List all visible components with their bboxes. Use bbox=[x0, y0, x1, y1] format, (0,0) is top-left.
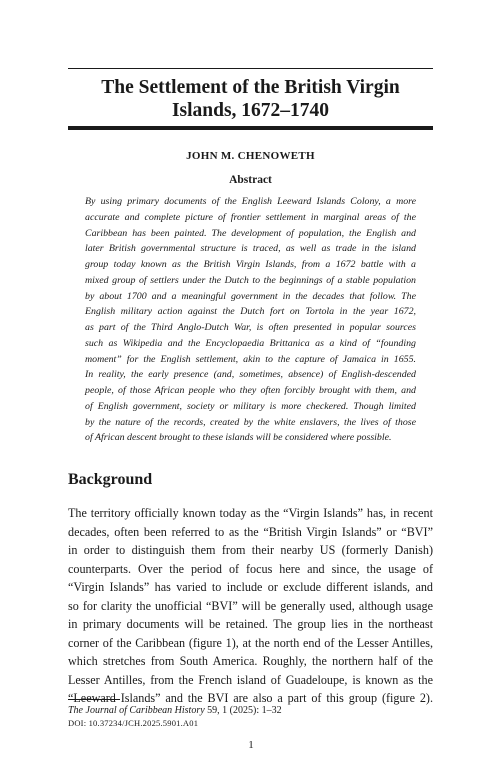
paragraph-line: The territory officially known today as the “Virgin Islands” has, in recent bbox=[68, 506, 433, 520]
paragraph-line: counterparts. Over the period of focus here and since, the usage of bbox=[68, 561, 433, 576]
abstract-heading: Abstract bbox=[229, 174, 272, 186]
abstract-line: In reality, the early presence (and, sometimes, absence) of English-descended bbox=[85, 369, 416, 381]
background-paragraph bbox=[68, 504, 433, 708]
abstract-line: mixed group of settlers under the Dutch to the beginnings of a stable population bbox=[85, 274, 416, 286]
abstract-line: English military action against the Dutch fort on Tortola in the year 1672, bbox=[85, 306, 416, 318]
abstract-line: accurate and complete picture of frontier settlement in marginal areas of the bbox=[85, 211, 416, 223]
paragraph-line: “Virgin Islands” has varied to include or exclude different islands, and bbox=[68, 580, 433, 594]
abstract-line: by about 1700 and a meaningful government in the decades that follow. The bbox=[85, 290, 416, 302]
journal-volume-pages: 59, 1 (2025): 1–32 bbox=[204, 705, 282, 716]
article-title-line-2: Islands, 1672–1740 bbox=[171, 100, 330, 121]
journal-name: The Journal of Caribbean History bbox=[68, 705, 205, 716]
abstract-line: later British governmental structure is traced, as well as trade in the island bbox=[85, 243, 416, 255]
abstract-line: By using primary documents of the English Leeward Islands Colony, a more bbox=[85, 196, 416, 207]
paragraph-line: decades, often been referred to as the “British Virgin Islands” or “BVI” bbox=[68, 524, 433, 539]
title-bottom-rule bbox=[68, 126, 433, 130]
paragraph-line: Lesser Antilles, from the French island of Guadeloupe, is known as the bbox=[68, 672, 433, 687]
footnote-rule bbox=[68, 699, 120, 700]
journal-citation bbox=[68, 705, 282, 717]
author-name: JOHN M. CHENOWETH bbox=[186, 150, 315, 162]
article-title bbox=[68, 76, 433, 122]
abstract-text bbox=[85, 194, 416, 446]
paragraph-line: corner of the Caribbean (figure 1), at the north end of the Lesser Antilles, bbox=[68, 635, 433, 650]
abstract-line: people, of those African people who they often forcibly brought with them, and bbox=[85, 385, 416, 396]
abstract-line: moment” for the English settlement, akin to the capture of Jamaica in 1655. bbox=[85, 353, 416, 365]
paragraph-line: so for clarity the unofficial “BVI” will be generally used, although usage bbox=[68, 598, 433, 613]
paragraph-line: which stretches from South America. Roughly, the northern half of the bbox=[68, 654, 433, 668]
abstract-line: as part of the Third Anglo-Dutch War, is often presented in popular sources bbox=[85, 322, 416, 333]
page-number: 1 bbox=[248, 739, 254, 751]
title-top-rule bbox=[68, 68, 433, 69]
paragraph-line: in order to distinguish them from their nearby US (formerly Danish) bbox=[68, 543, 433, 557]
doi-link[interactable]: DOI: 10.37234/JCH.2025.5901.A01 bbox=[68, 718, 199, 728]
abstract-line: of English government, society or military is more checkered. Though limited bbox=[85, 400, 416, 412]
paragraph-line: in primary documents will be retained. The group lies in the northeast bbox=[68, 617, 433, 631]
paragraph-line: “Leeward Islands” and the BVI are also a part of this group (figure 2). bbox=[68, 691, 433, 705]
abstract-line: group today known as the British Virgin Islands, from a 1672 battle with a bbox=[85, 259, 416, 270]
section-heading-background: Background bbox=[68, 471, 153, 488]
article-title-line-1: The Settlement of the British Virgin bbox=[101, 77, 400, 98]
abstract-line: Caribbean has been painted. The development of population, the English and bbox=[85, 227, 416, 239]
abstract-line: such as Wikipedia and the Encyclopaedia Brittanica as a kind of “founding bbox=[85, 337, 416, 349]
abstract-line: by the nature of the records, created by the white enslavers, the lives of those bbox=[85, 416, 416, 428]
abstract-line: of African descent brought to these islands will be considered where possible. bbox=[85, 432, 392, 444]
